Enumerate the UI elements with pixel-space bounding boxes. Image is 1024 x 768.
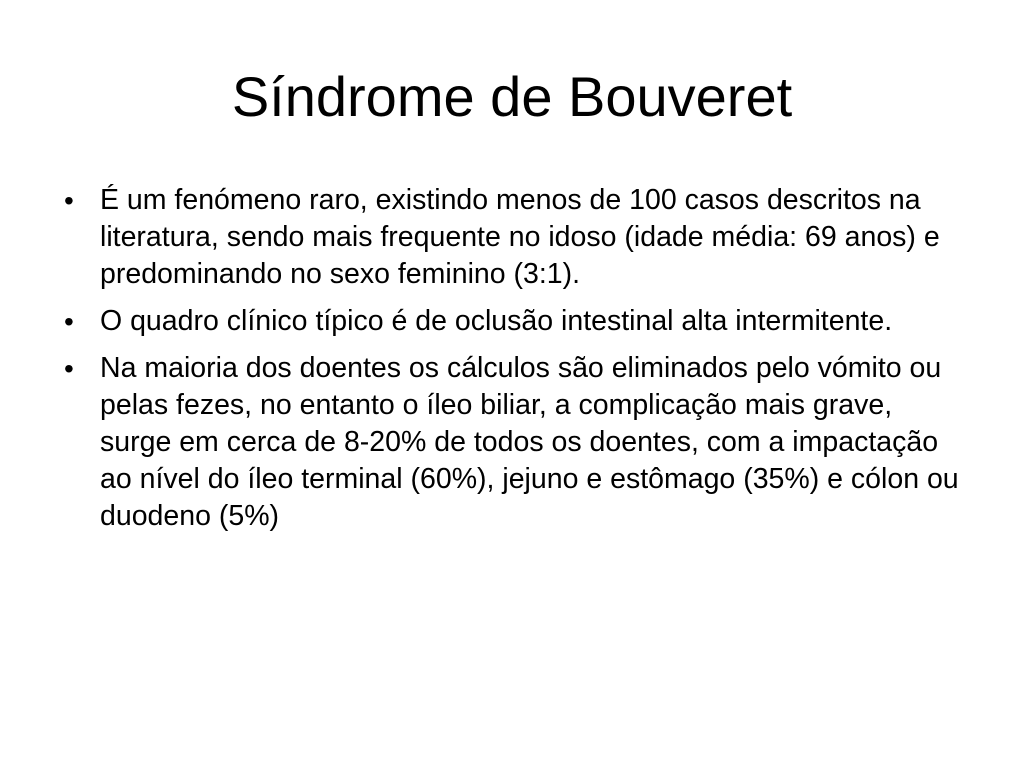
bullet-item xyxy=(62,303,962,340)
bullet-item xyxy=(62,350,962,535)
bullet-item xyxy=(62,182,962,293)
bullet-text: O quadro clínico típico é de oclusão intestinal alta intermitente. xyxy=(100,305,893,337)
bullet-marker: • xyxy=(64,353,74,384)
bullet-marker: • xyxy=(64,185,74,216)
bullet-text: É um fenómeno raro, existindo menos de 100 casos descritos na literatura, sendo mais frequente no idoso (idade média: 69 anos) e predominando no sexo feminino (3:1). xyxy=(100,184,940,290)
bullet-list xyxy=(62,182,962,545)
bullet-marker: • xyxy=(64,306,74,337)
slide-title: Síndrome de Bouveret xyxy=(231,65,793,128)
bullet-text: Na maioria dos doentes os cálculos são eliminados pelo vómito ou pelas fezes, no entanto o íleo biliar, a complicação mais grave, surge em cerca de 8-20% de todos os doentes, com a impactação ao nível do íleo terminal (60%), jejuno e estômago (35%) e cólon ou duodeno (5%) xyxy=(100,352,959,532)
